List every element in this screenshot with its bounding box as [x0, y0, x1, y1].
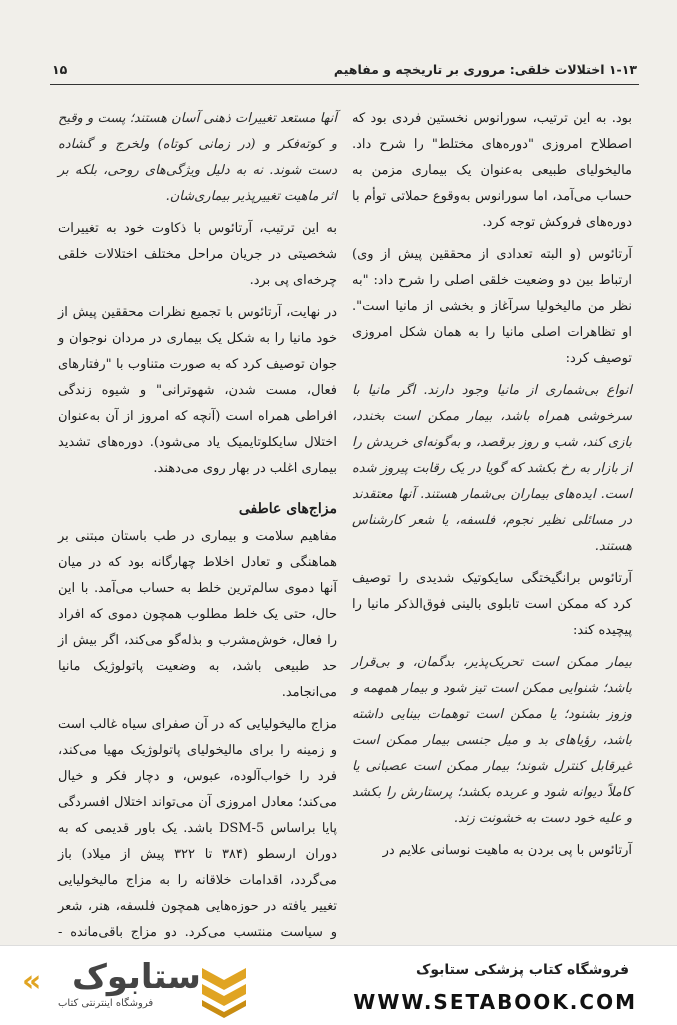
- website-link[interactable]: WWW.SETABOOK.COM: [353, 990, 637, 1014]
- logo-text: ستابوک: [72, 957, 201, 997]
- paragraph: آرتائوس (و البته تعدادی از محققین پیش از وی) ارتباط بین دو وضعیت خلقی اصلی را شرح داد: "به نظر من مالیخولیا سرآغاز و بخشی از مانیا است". او تظاهرات اصلی مانیا را به همان شکل امروزی توصیف کرد:: [352, 247, 632, 366]
- paragraph: به این ترتیب، آرتائوس با ذکاوت خود به تغییرات شخصیتی در جریان مراحل مختلف اختلالات خلقی چرخه‌ای پی برد.: [58, 221, 337, 288]
- store-name: فروشگاه کتاب پزشکی ستابوک: [416, 962, 629, 978]
- paragraph: آرتائوس با پی بردن به ماهیت نوسانی علایم در: [382, 843, 632, 858]
- left-column: [58, 106, 337, 1004]
- running-title: ۱-۱۳ اختلالات خلقی: مروری بر تاریخچه و مفاهیم: [333, 61, 637, 77]
- logo-book-icon: [198, 962, 250, 1022]
- paragraph: در نهایت، آرتائوس با تجمیع نظرات محققین پیش از خود مانیا را به شکل یک بیماری در مردان نوجوان و جوان توصیف کرد که به صورت متناوب با "رفتارهای فعال، مست شدن، شهوترانی" و شیوه زندگی افراطی همراه است (آنچه که امروز از آن به‌عنوان اختلال سایکلوتایمیک یاد می‌شود). دوره‌های تشدید بیماری اغلب در بهار روی می‌دهند.: [58, 305, 337, 476]
- paragraph: مزاج مالیخولیایی که در آن صفرای سیاه غالب است و زمینه را برای مالیخولیای پاتولوژیک مهیا می‌کند، فرد را خواب‌آلوده، عبوس، و دچار فکر و خیال می‌کند؛ معادل امروزی آن می‌تواند اختلال افسردگی پایا براساس DSM-5 باشد. یک باور قدیمی که به دوران ارسطو (۳۸۴ تا ۳۲۲ پیش از میلاد) باز می‌گردد، اقدامات خلاقانه را به مزاج مالیخولیایی تغییر یافته در حوزه‌هایی همچون فلسفه، هنر، شعر و سیاست منتسب می‌کرد. دو مزاج باقی‌مانده -: [58, 717, 337, 940]
- logo-subtitle: فروشگاه اینترنتی کتاب: [58, 998, 154, 1009]
- header-rule: [50, 84, 639, 85]
- block-quote: بیمار ممکن است تحریک‌پذیر، بدگمان، و بی‌قرار باشد؛ شنوایی ممکن است تیز شود و بیمار همهمه و وزوز بشنود؛ یا ممکن است توهمات بینایی داشته باشد، رؤیاهای بد و میل جنسی بیمار ممکن است غیرقابل کنترل شوند؛ بیمار ممکن است عصبانی یا کاملاً دیوانه شود و عربده بکشد؛ پرستارش را بکشد و علیه خود دست به خشونت زند.: [352, 655, 632, 826]
- section-title: مزاج‌های عاطفی: [238, 501, 337, 517]
- paragraph: آرتائوس برانگیختگی سایکوتیک شدیدی را توصیف کرد که ممکن است تابلوی بالینی فوق‌الذکر مانیا را پیچیده کند:: [352, 571, 632, 638]
- right-column: [352, 106, 632, 870]
- paragraph: مفاهیم سلامت و بیماری در طب باستان مبتنی بر هماهنگی و تعادل اخلاط چهارگانه بود که در میان آنها دموی سالم‌ترین خلط به حساب می‌آمد. با این حال، حتی یک خلط مطلوب همچون دموی که افراد را فعال، خوش‌مشرب و بذله‌گو می‌کند، اگر بیش از حد طبیعی باشد، به وضعیت پاتولوژیک مانیا می‌انجامد.: [58, 529, 337, 700]
- block-quote: انواع بی‌شماری از مانیا وجود دارند. اگر مانیا با سرخوشی همراه باشد، بیمار ممکن است بخندد، بازی کند، شب و روز برقصد، و به‌گونه‌ای خریدش را از بازار به رخ بکشد که گویا در یک رقابت پیروز شده است. ایده‌های بیماران بی‌شمار هستند. آنها معتقدند در مسائلی نظیر نجوم، فلسفه، یا شعر کارشناس هستند.: [352, 383, 632, 554]
- page-number: ۱۵: [52, 61, 68, 77]
- logo-arrows-icon: «: [22, 964, 42, 999]
- block-quote: آنها مستعد تغییرات ذهنی آسان هستند؛ پست و وقیح و کوته‌فکر و (در زمانی کوتاه) ولخرج و گشاده دست شوند. نه به دلیل ویژگی‌های روحی، بلکه بر اثر ماهیت تغییرپذیر بیماری‌شان.: [58, 111, 337, 204]
- page-header: [52, 58, 637, 80]
- paragraph: بود. به این ترتیب، سورانوس نخستین فردی بود که اصطلاح امروزی "دوره‌های مختلط" را شرح داد. مالیخولیای طبیعی به‌عنوان یک بیماری مزمن به حساب می‌آمد، اما سورانوس به‌وقوع حملاتی توأم با دوره‌های فروکش توجه کرد.: [352, 111, 632, 230]
